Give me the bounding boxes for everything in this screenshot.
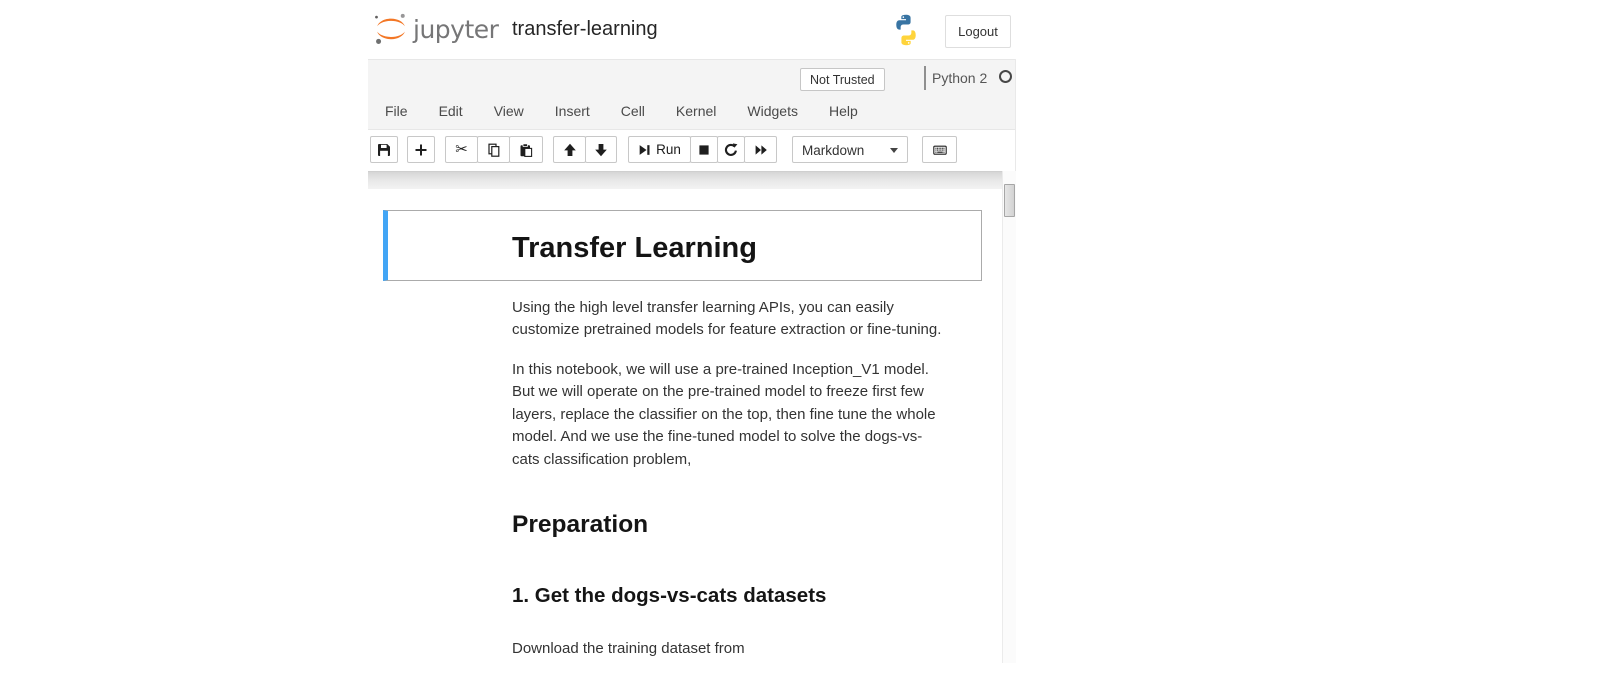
menu-help[interactable]: Help: [828, 103, 858, 119]
notebook-toolbar: [368, 130, 1016, 171]
move-down-icon: [594, 143, 608, 157]
paste-icon: [519, 143, 533, 157]
move-cell-up-button[interactable]: [553, 136, 586, 163]
menu-bar: [385, 103, 858, 119]
add-cell-button[interactable]: [407, 136, 435, 163]
restart-kernel-icon: [724, 143, 738, 157]
notebook-title[interactable]: transfer-learning: [512, 18, 658, 40]
cell-type-selected: Markdown: [802, 143, 865, 158]
menu-view[interactable]: View: [493, 103, 524, 119]
fast-forward-icon: [754, 143, 768, 157]
jupyter-notebook-app: [368, 0, 1016, 685]
selected-markdown-cell[interactable]: [383, 210, 982, 281]
menu-file[interactable]: File: [385, 103, 408, 119]
copy-icon: [487, 143, 501, 157]
run-cell-button[interactable]: [628, 136, 691, 163]
notebook-h1-heading: Transfer Learning: [512, 232, 757, 264]
interrupt-kernel-button[interactable]: [690, 136, 718, 163]
stop-icon: [697, 143, 711, 157]
kernel-idle-icon: [999, 70, 1012, 83]
intro-paragraph: Using the high level transfer learning APIs, you can easily customize pretrained models for feature extraction or fine-tuning.: [512, 299, 942, 339]
move-up-icon: [563, 143, 577, 157]
paste-cell-button[interactable]: [509, 136, 543, 163]
cut-icon: ✂: [455, 140, 468, 158]
kernel-divider: [924, 66, 926, 90]
toolbar-shadow-band: [368, 171, 1016, 189]
subsection-heading: 1. Get the dogs-vs-cats datasets: [512, 584, 827, 607]
jupyter-wordmark: jupyter: [413, 14, 499, 44]
restart-kernel-button[interactable]: [717, 136, 745, 163]
keyboard-icon: [932, 143, 948, 157]
logout-button[interactable]: Logout: [945, 15, 1011, 48]
jupyter-logo-icon: [372, 10, 410, 48]
section-heading: Preparation: [512, 511, 649, 538]
detail-paragraph: In this notebook, we will use a pre-trained Inception_V1 model. But we will operate on the pre-trained model to freeze first few layers, replace the classifier on the top, then fine tune the whole model. And we use the fine-tuned model to solve the dogs-vs-cats classification problem,: [512, 361, 936, 468]
restart-run-all-button[interactable]: [744, 136, 777, 163]
vertical-scrollbar-thumb[interactable]: [1004, 184, 1015, 217]
cell-type-dropdown[interactable]: [792, 136, 908, 163]
add-cell-icon: [414, 143, 428, 157]
command-palette-button[interactable]: [922, 136, 957, 163]
cut-cell-button[interactable]: [445, 136, 478, 163]
notebook-header: [368, 0, 1016, 59]
menubar-section: [368, 59, 1016, 130]
run-button-label: Run: [656, 142, 681, 157]
save-icon: [377, 143, 391, 157]
kernel-name: Python 2: [932, 70, 988, 86]
run-step-forward-icon: [638, 143, 651, 157]
save-button[interactable]: [370, 136, 398, 163]
dropdown-caret-icon: [890, 148, 898, 153]
copy-cell-button[interactable]: [477, 136, 510, 163]
menu-widgets[interactable]: Widgets: [747, 103, 798, 119]
jupyter-logo[interactable]: [372, 10, 498, 48]
menu-edit[interactable]: Edit: [438, 103, 463, 119]
menu-insert[interactable]: Insert: [554, 103, 590, 119]
vertical-scrollbar-track[interactable]: [1002, 171, 1016, 663]
download-paragraph: Download the training dataset from: [512, 640, 745, 657]
move-cell-down-button[interactable]: [585, 136, 617, 163]
menu-cell[interactable]: Cell: [620, 103, 645, 119]
python-logo-icon: [889, 13, 923, 47]
trust-status-button[interactable]: Not Trusted: [800, 68, 885, 91]
menu-kernel[interactable]: Kernel: [675, 103, 717, 119]
